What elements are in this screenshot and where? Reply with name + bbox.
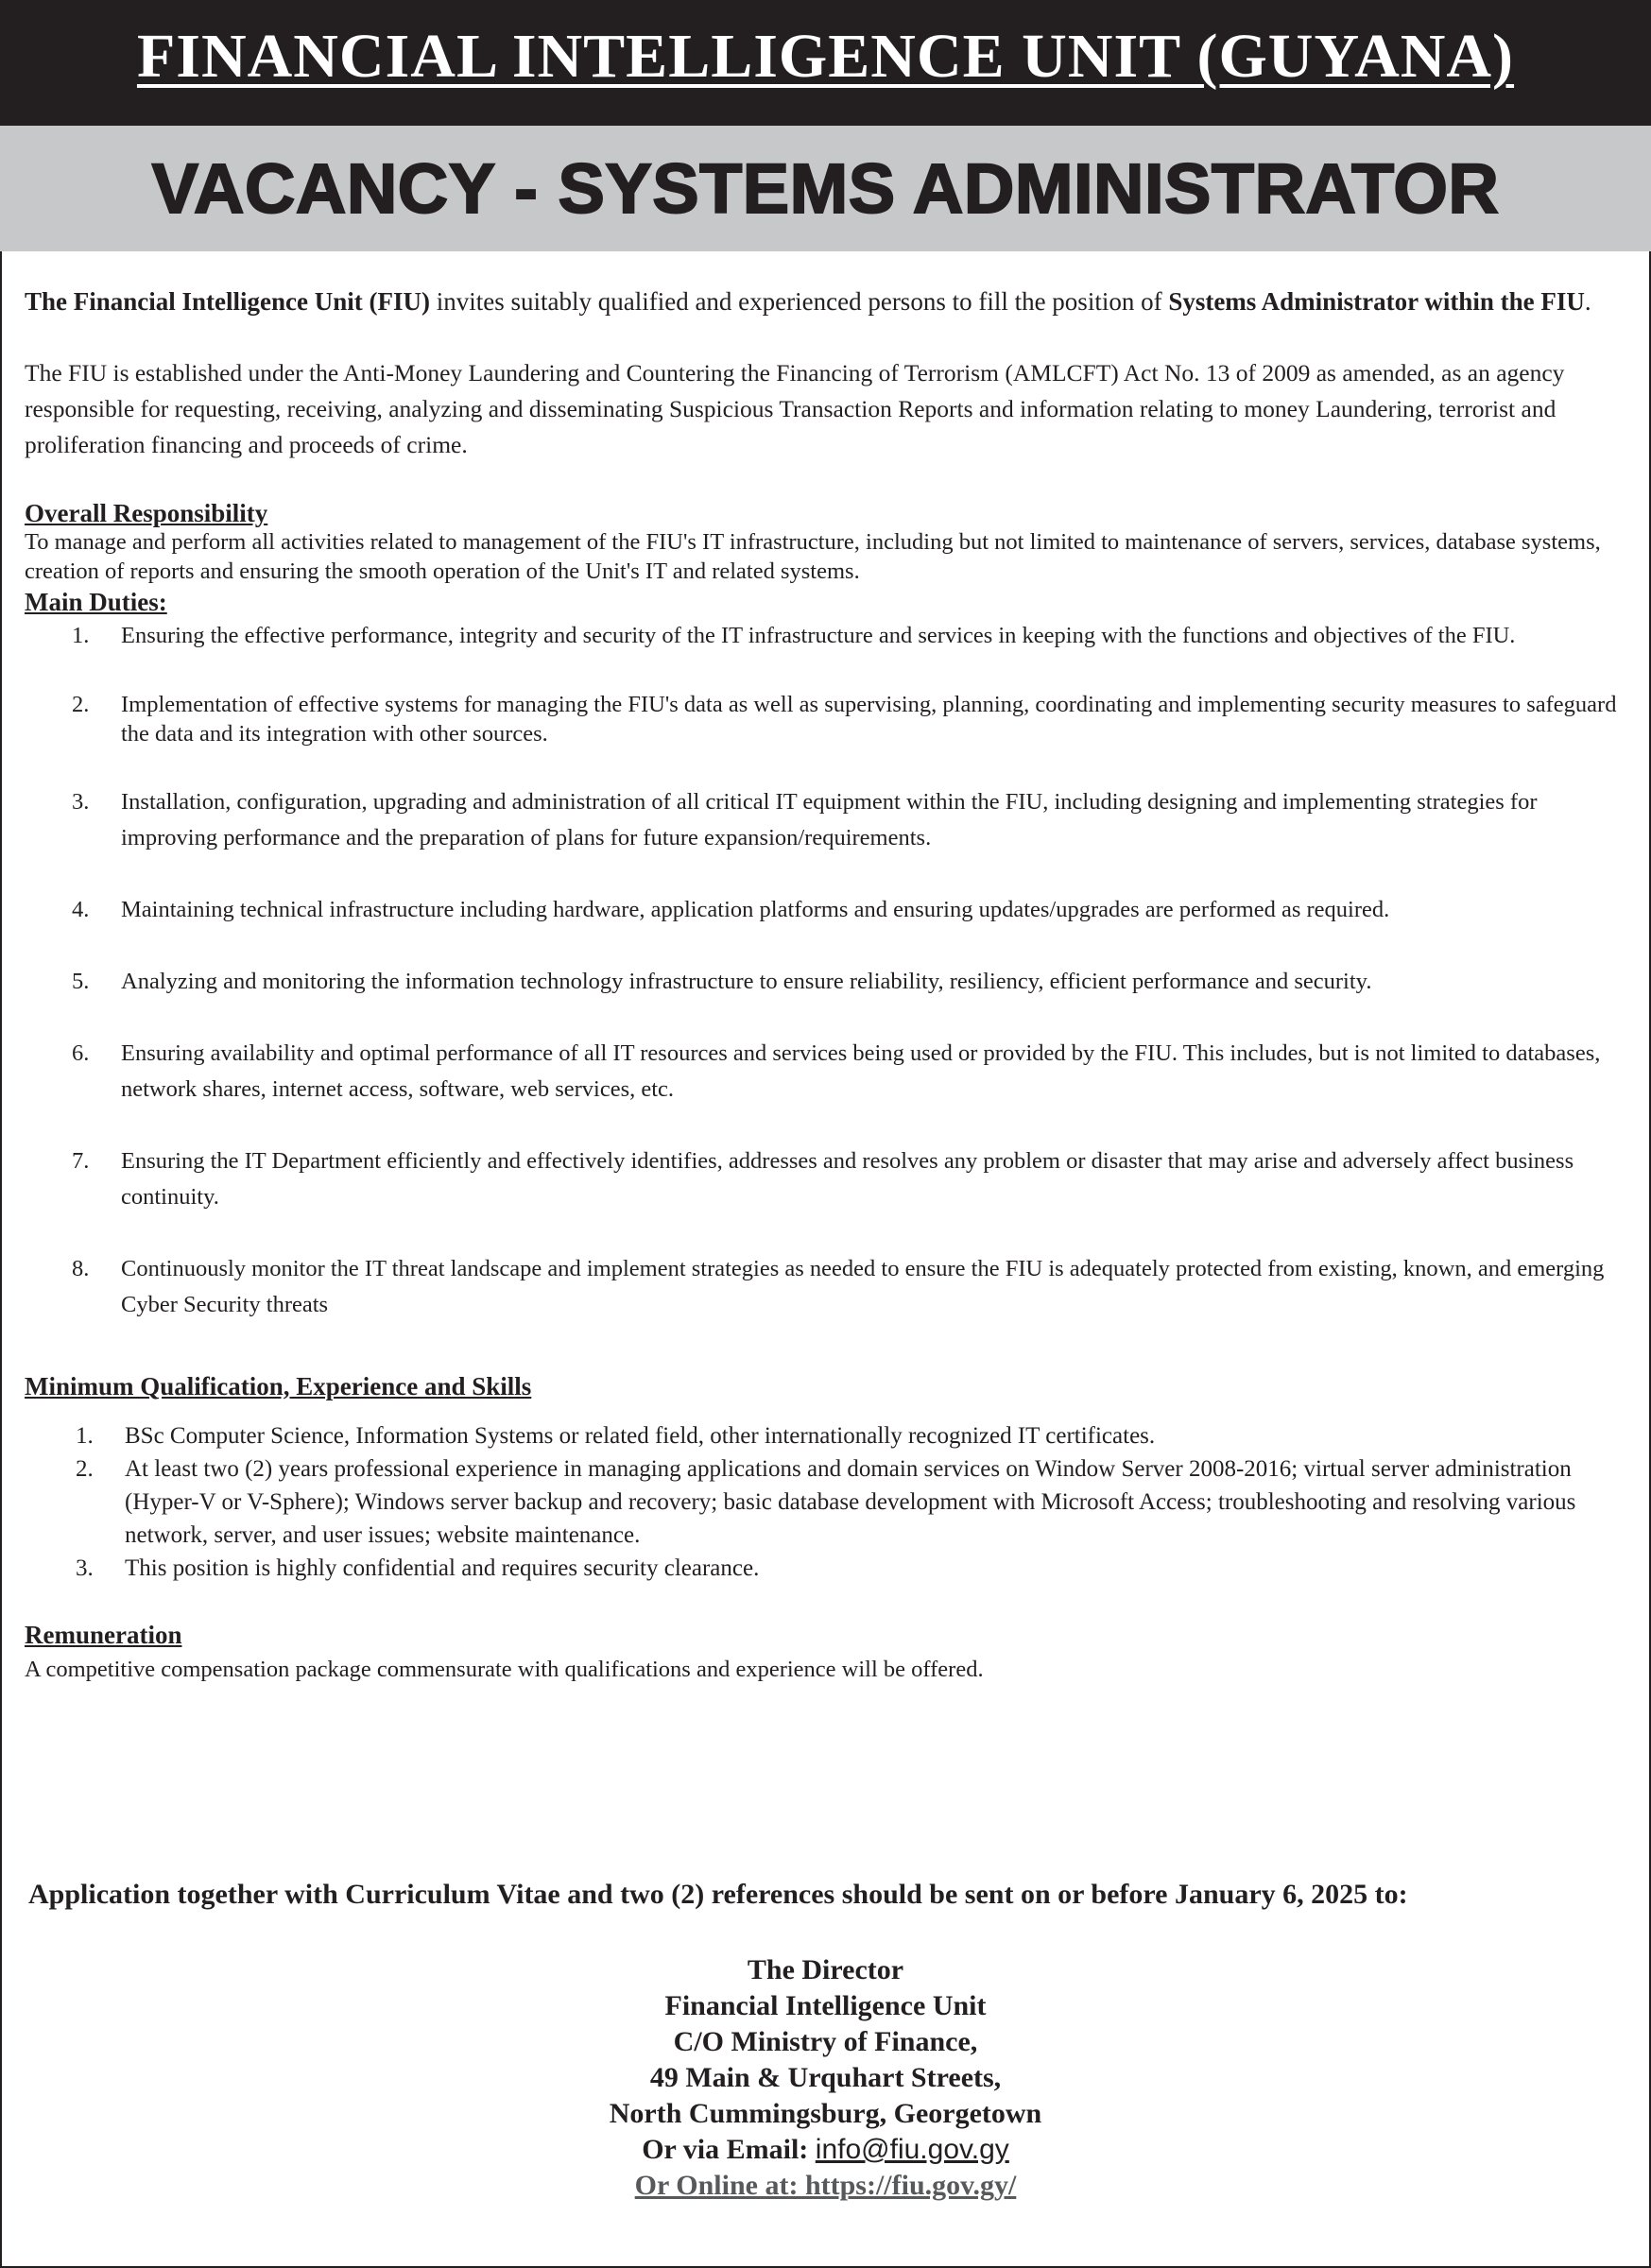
list-item [25, 1452, 1622, 1552]
item-text: Analyzing and monitoring the information technology infrastructure to ensure reliability, resiliency, efficient performance and security. [121, 969, 1372, 994]
list-item [25, 892, 1622, 928]
duties-list [25, 618, 1622, 1323]
header-banner [0, 0, 1651, 126]
item-text: At least two (2) years professional experience in managing applications and domain services on Window Server 2008-2016; virtual server administration (Hyper-V or V-Sphere); Windows server backup and recovery; basic database development with Microsoft Access; troubleshooting and resolving various network, server, and user issues; website maintenance. [125, 1456, 1576, 1548]
item-text: Implementation of effective systems for managing the FIU's data as well as supervising, planning, coordinating and implementing security measures to safeguard the data and its integration with other sources. [121, 692, 1617, 747]
item-number: 3. [76, 1555, 94, 1581]
overall-text: To manage and perform all activities related to management of the FIU's IT infrastructure, including but not limited to maintenance of servers, services, database systems, creation of reports and ensuring the smooth operation of the Unit's IT and related systems. [25, 529, 1601, 584]
address-line: North Cummingsburg, Georgetown [609, 2098, 1042, 2129]
list-item [25, 1419, 1622, 1452]
establishment-paragraph: The FIU is established under the Anti-Money Laundering and Countering the Financing of Terrorism (AMLCFT) Act No. 13 of 2009 as amended, as an agency responsible for requesting, receiving, analyzing and disseminating Suspicious Transaction Reports and information relating to money Laundering, terrorist and proliferation financing and proceeds of crime. [25, 359, 1565, 458]
list-item [25, 1251, 1622, 1323]
website-link[interactable]: Or Online at: https://fiu.gov.gy/ [634, 2170, 1017, 2201]
item-number: 8. [72, 1256, 90, 1281]
vacancy-title: VACANCY - SYSTEMS ADMINISTRATOR [151, 149, 1500, 228]
list-item [25, 618, 1622, 654]
list-item [25, 1143, 1622, 1215]
list-item [25, 690, 1622, 748]
address-line: 49 Main & Urquhart Streets, [649, 2062, 1002, 2093]
duties-heading: Main Duties: [25, 588, 167, 616]
remuneration-text: A competitive compensation package commensurate with qualifications and experience will be offered. [25, 1657, 984, 1682]
item-text: Ensuring the IT Department efficiently and effectively identifies, addresses and resolves any problem or disaster that may arise and adversely affect business continuity. [121, 1148, 1574, 1210]
item-number: 1. [76, 1423, 94, 1449]
item-text: Installation, configuration, upgrading and administration of all critical IT equipment within the FIU, including designing and implementing strategies for improving performance and the preparation of plans for future expansion/requirements. [121, 789, 1538, 850]
remuneration-heading: Remuneration [25, 1621, 182, 1649]
address-line: C/O Ministry of Finance, [673, 2026, 978, 2057]
item-number: 2. [76, 1456, 94, 1482]
list-item [25, 784, 1622, 856]
item-text: This position is highly confidential and requires security clearance. [125, 1555, 760, 1581]
email-link[interactable]: info@fiu.gov.gy [815, 2134, 1009, 2165]
duties-section [25, 588, 1622, 1323]
overall-heading: Overall Responsibility [25, 499, 268, 527]
organization-title: FINANCIAL INTELLIGENCE UNIT (GUYANA) [136, 22, 1515, 91]
intro-paragraph [25, 284, 1622, 319]
list-item [25, 1552, 1622, 1585]
list-item [25, 964, 1622, 1000]
intro-position: Systems Administrator within the FIU [1168, 287, 1585, 316]
qualifications-heading: Minimum Qualification, Experience and Skills [25, 1372, 532, 1400]
item-number: 1. [72, 623, 90, 648]
mailing-address [0, 1952, 1651, 2204]
item-text: Maintaining technical infrastructure including hardware, application platforms and ensuring updates/upgrades are performed as required. [121, 897, 1390, 922]
email-line [0, 2132, 1651, 2168]
list-item [25, 1036, 1622, 1108]
advert-body [25, 284, 1622, 1684]
qualifications-section [25, 1372, 1622, 1585]
item-number: 4. [72, 897, 90, 922]
item-text: BSc Computer Science, Information Systems or related field, other internationally recognized IT certificates. [125, 1423, 1156, 1449]
vacancy-banner [0, 126, 1651, 251]
item-number: 7. [72, 1148, 90, 1174]
address-line: The Director [747, 1954, 904, 1985]
intro-end: . [1584, 287, 1591, 316]
remuneration-section [25, 1621, 1622, 1684]
email-label: Or via Email: [642, 2134, 816, 2165]
qualifications-list [25, 1419, 1622, 1585]
item-text: Ensuring the effective performance, integrity and security of the IT infrastructure and services in keeping with the functions and objectives of the FIU. [121, 623, 1516, 648]
item-number: 3. [72, 789, 90, 815]
overall-section [25, 499, 1622, 586]
application-instructions: Application together with Curriculum Vitae and two (2) references should be sent on or before January 6, 2025 to: [28, 1879, 1408, 1910]
item-text: Ensuring availability and optimal performance of all IT resources and services being used or provided by the FIU. This includes, but is not limited to databases, network shares, internet access, software, web services, etc. [121, 1040, 1601, 1102]
item-number: 6. [72, 1040, 90, 1066]
item-number: 5. [72, 969, 90, 994]
intro-org: The Financial Intelligence Unit (FIU) [25, 287, 430, 316]
item-text: Continuously monitor the IT threat landscape and implement strategies as needed to ensure the FIU is adequately protected from existing, known, and emerging Cyber Security threats [121, 1256, 1605, 1317]
address-line: Financial Intelligence Unit [664, 1990, 987, 2021]
intro-text: invites suitably qualified and experienced persons to fill the position of [429, 287, 1169, 316]
item-number: 2. [72, 692, 90, 717]
